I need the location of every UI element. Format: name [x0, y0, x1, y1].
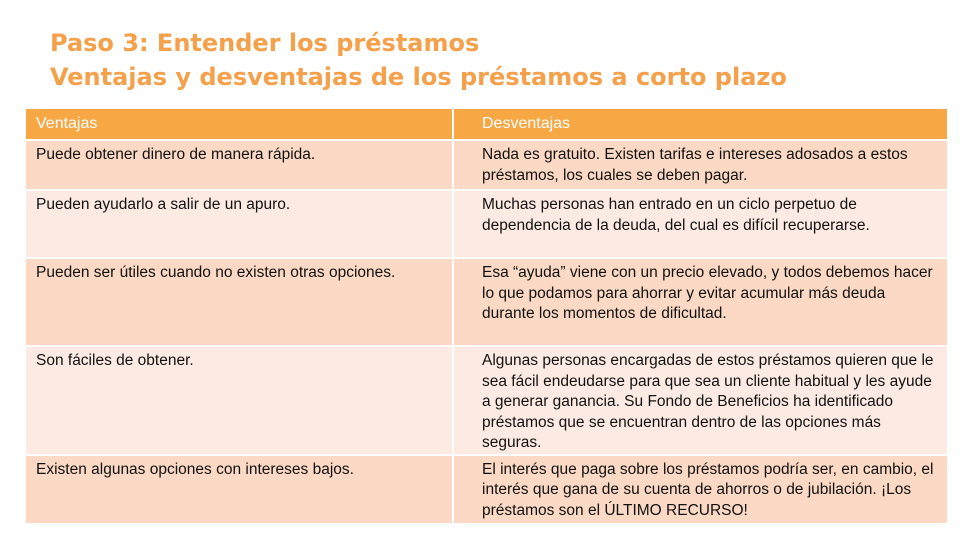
desventaja-cell: Nada es gratuito. Existen tarifas e intereses adosados a estos préstamos, los cuales se deben pagar.	[453, 140, 947, 190]
ventaja-cell: Pueden ayudarlo a salir de un apuro.	[26, 190, 453, 258]
ventaja-cell: Puede obtener dinero de manera rápida.	[26, 140, 453, 190]
desventaja-cell: Esa “ayuda” viene con un precio elevado, y todos debemos hacer lo que podamos para ahorrar y evitar acumular más deuda durante los momentos de dificultad.	[453, 258, 947, 346]
table-row	[26, 258, 947, 346]
ventaja-cell: Existen algunas opciones con intereses bajos.	[26, 455, 453, 523]
table-header-row	[26, 109, 947, 140]
table-row	[26, 140, 947, 190]
header-ventajas: Ventajas	[26, 109, 453, 140]
ventaja-cell: Son fáciles de obtener.	[26, 346, 453, 455]
table-row	[26, 346, 947, 455]
pros-cons-table	[26, 109, 947, 523]
title-line-2: Ventajas y desventajas de los préstamos a corto plazo	[50, 63, 787, 91]
desventaja-cell: Algunas personas encargadas de estos préstamos quieren que le sea fácil endeudarse para que sea un cliente habitual y les ayude a generar ganancia. Su Fondo de Beneficios ha identificado préstamos que se encuentran dentro de las opciones más seguras.	[453, 346, 947, 455]
desventaja-cell: El interés que paga sobre los préstamos podría ser, en cambio, el interés que gana de su cuenta de ahorros o de jubilación. ¡Los préstamos son el ÚLTIMO RECURSO!	[453, 455, 947, 523]
table-row	[26, 455, 947, 523]
title-line-1: Paso 3: Entender los préstamos	[50, 29, 480, 57]
ventaja-cell: Pueden ser útiles cuando no existen otras opciones.	[26, 258, 453, 346]
slide-title	[50, 26, 787, 94]
header-desventajas: Desventajas	[453, 109, 947, 140]
desventaja-cell: Muchas personas han entrado en un ciclo perpetuo de dependencia de la deuda, del cual es difícil recuperarse.	[453, 190, 947, 258]
table-row	[26, 190, 947, 258]
